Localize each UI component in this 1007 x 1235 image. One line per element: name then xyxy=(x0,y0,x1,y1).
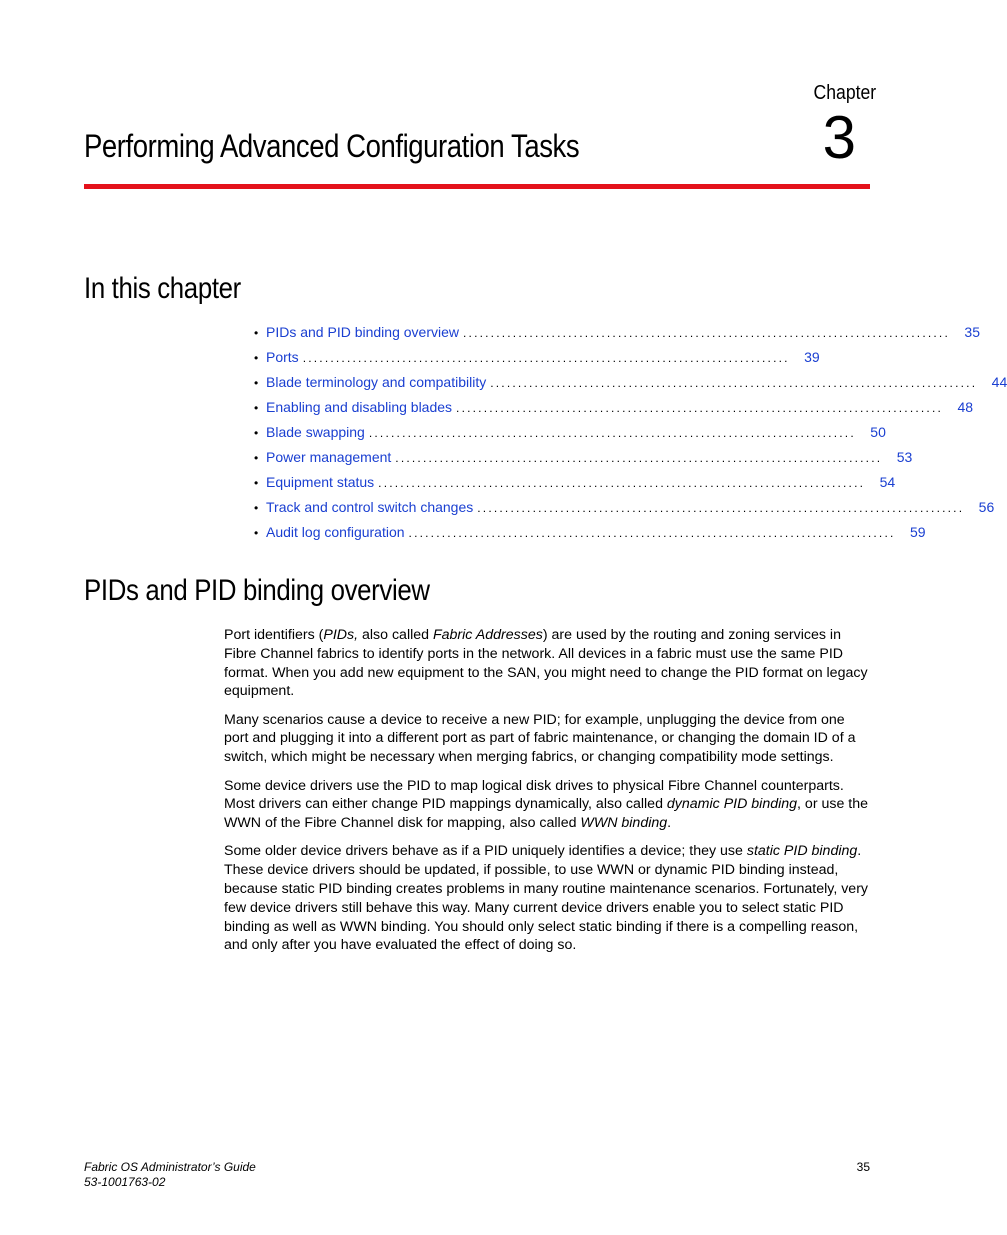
chapter-title: Performing Advanced Configuration Tasks xyxy=(84,128,580,164)
bullet-icon: • xyxy=(254,476,259,490)
italic-term: dynamic PID binding xyxy=(666,796,798,813)
dot-leader: ........................................................................................ xyxy=(378,476,866,490)
guide-title: Fabric OS Administrator’s Guide xyxy=(84,1160,256,1174)
text-run: Some device drivers use the PID to map logical disk drives to physical Fibre Channel counterparts. Most drivers can either change PID mappings dynamically, also called xyxy=(224,777,844,813)
toc-item xyxy=(254,396,974,421)
bullet-icon: • xyxy=(254,451,259,465)
bullet-icon: • xyxy=(254,351,259,365)
text-run: Port identifiers ( xyxy=(224,627,324,643)
italic-term: static PID binding xyxy=(746,843,858,860)
bullet-icon: • xyxy=(254,526,259,540)
toc-link[interactable]: Ports xyxy=(266,349,299,365)
bullet-icon: • xyxy=(254,326,259,340)
paragraph xyxy=(224,626,870,701)
paragraph: Many scenarios cause a device to receive a new PID; for example, unplugging the device from one port and plugging it into a different port as part of fabric maintenance, or changing the domain ID of a switch, which might be necessary when merging fabrics, or changing compatibility mode settings. xyxy=(224,711,856,766)
toc-link[interactable]: Track and control switch changes xyxy=(266,499,474,515)
toc-page-link[interactable]: 44 xyxy=(991,374,1007,390)
toc-item xyxy=(254,471,896,496)
bullet-icon: • xyxy=(254,501,259,515)
dot-leader: ........................................................................................ xyxy=(490,376,978,390)
toc-link[interactable]: Equipment status xyxy=(266,474,375,490)
toc-item xyxy=(254,496,995,521)
dot-leader: ........................................................................................ xyxy=(456,401,944,415)
chapter-label: Chapter xyxy=(813,82,876,104)
toc-link[interactable]: Blade swapping xyxy=(266,424,365,440)
toc-page-link[interactable]: 39 xyxy=(804,349,820,365)
section-body xyxy=(224,626,870,965)
text-run: also called xyxy=(358,627,433,643)
dot-leader: ........................................................................................ xyxy=(463,326,950,340)
chapter-title-rule xyxy=(84,184,870,189)
dot-leader: ........................................................................................ xyxy=(368,426,856,440)
text-run: ) are used by the routing and zoning services in Fibre Channel fabrics to identify ports in the network. All devices in a fabric must use the same PID format. When you add new equipment to the SAN, you might need to change the PID format on legacy equipment. xyxy=(224,627,868,700)
toc-item xyxy=(254,346,820,371)
toc-link[interactable]: PIDs and PID binding overview xyxy=(266,324,459,340)
dot-leader: ........................................................................................ xyxy=(408,526,896,540)
toc-link[interactable]: Power management xyxy=(266,449,392,465)
footer-left xyxy=(84,1160,256,1190)
in-this-chapter-heading: In this chapter xyxy=(84,272,241,305)
toc-item xyxy=(254,321,980,346)
chapter-number: 3 xyxy=(822,104,856,171)
page-number: 35 xyxy=(856,1160,870,1174)
toc-link[interactable]: Enabling and disabling blades xyxy=(266,399,453,415)
text-run: Some older device drivers behave as if a PID uniquely identifies a device; they use xyxy=(224,843,747,860)
italic-term: Fabric Addresses xyxy=(432,627,543,643)
doc-number: 53-1001763-02 xyxy=(84,1175,166,1189)
toc-page-link[interactable]: 59 xyxy=(909,524,926,540)
chapter-toc xyxy=(254,321,1007,546)
dot-leader: ........................................................................................ xyxy=(477,501,965,515)
paragraph xyxy=(224,842,870,955)
text-run: . xyxy=(667,815,672,832)
bullet-icon: • xyxy=(254,426,259,440)
toc-link[interactable]: Blade terminology and compatibility xyxy=(266,374,487,390)
italic-term: WWN binding xyxy=(580,815,668,832)
toc-page-link[interactable]: 48 xyxy=(957,399,974,415)
bullet-icon: • xyxy=(254,376,259,390)
text-run: . These device drivers should be updated, if possible, to use WWN or dynamic PID binding instead, because static PID binding creates problems in many routine maintenance scenarios. Fortunately, very few device drivers still behave this way. Many current device drivers enable you to select static PID binding as well as WWN binding. You should only select static binding if there is a compelling reason, and only after you have evaluated the effect of doing so. xyxy=(224,843,869,954)
toc-item xyxy=(254,521,926,546)
toc-page-link[interactable]: 53 xyxy=(896,449,913,465)
toc-page-link[interactable]: 54 xyxy=(879,474,896,490)
toc-item xyxy=(254,446,913,471)
italic-term: PIDs, xyxy=(323,627,359,643)
toc-item xyxy=(254,371,1007,396)
section-heading: PIDs and PID binding overview xyxy=(84,574,430,607)
toc-page-link[interactable]: 35 xyxy=(964,324,980,340)
bullet-icon: • xyxy=(254,401,259,415)
paragraph xyxy=(224,777,870,833)
text-run: , or use the WWN of the Fibre Channel disk for mapping, also called xyxy=(224,796,869,832)
toc-page-link[interactable]: 50 xyxy=(870,424,886,440)
dot-leader: ........................................................................................ xyxy=(302,351,790,365)
dot-leader: ........................................................................................ xyxy=(395,451,883,465)
toc-link[interactable]: Audit log configuration xyxy=(266,524,405,540)
toc-item xyxy=(254,421,886,446)
toc-page-link[interactable]: 56 xyxy=(978,499,995,515)
